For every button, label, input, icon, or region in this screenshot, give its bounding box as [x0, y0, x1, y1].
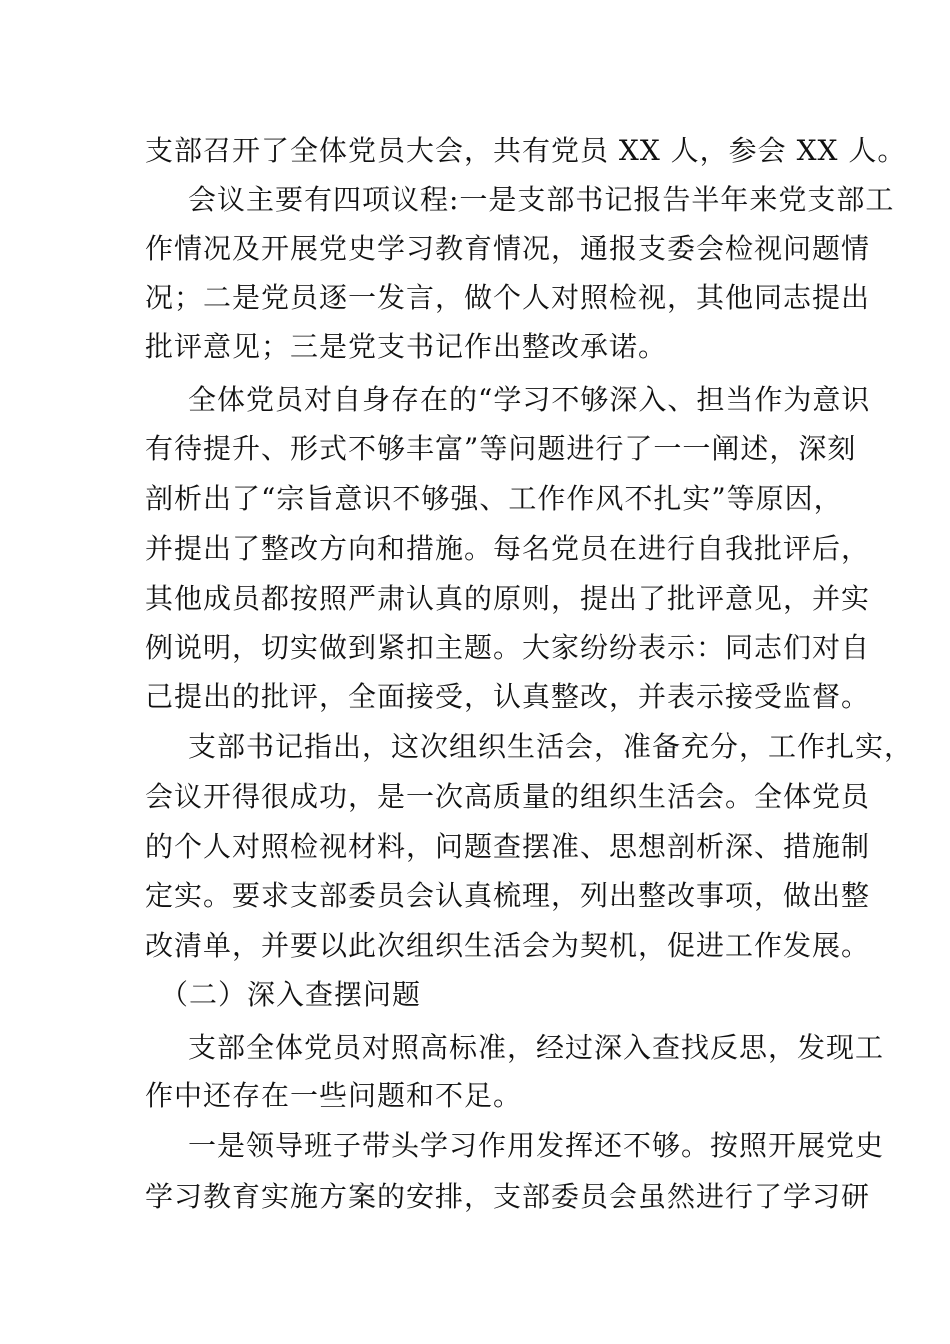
text-line: 例说明，切实做到紧扣主题。大家纷纷表示：同志们对自: [145, 631, 871, 664]
text-line: 有待提升、形式不够丰富”等问题进行了一一阐述，深刻: [145, 432, 857, 465]
text-line: 会议开得很成功，是一次高质量的组织生活会。全体党员: [145, 780, 871, 813]
text-line: 况；二是党员逐一发言，做个人对照检视，其他同志提出: [145, 281, 871, 314]
text-line: 其他成员都按照严肃认真的原则，提出了批评意见，并实: [145, 582, 871, 615]
text-line: 一是领导班子带头学习作用发挥还不够。按照开展党史: [188, 1129, 885, 1162]
text-line: 支部全体党员对照高标准，经过深入查找反思，发现工: [188, 1031, 885, 1064]
text-line: 并提出了整改方向和措施。每名党员在进行自我批评后，: [145, 532, 871, 565]
text-line: 支部召开了全体党员大会，共有党员 XX 人，参会 XX 人。: [145, 134, 907, 167]
text-line: 定实。要求支部委员会认真梳理，列出整改事项，做出整: [145, 879, 871, 912]
text-line: 改清单，并要以此次组织生活会为契机，促进工作发展。: [145, 929, 871, 962]
text-line: 会议主要有四项议程:一是支部书记报告半年来党支部工: [188, 183, 895, 216]
text-line: 己提出的批评，全面接受，认真整改，并表示接受监督。: [145, 680, 871, 713]
section-heading: （二）深入查摆问题: [160, 978, 422, 1011]
text-line: 支部书记指出，这次组织生活会，准备充分，工作扎实，: [188, 730, 914, 763]
text-line: 批评意见；三是党支书记作出整改承诺。: [145, 330, 668, 363]
text-line: 剖析出了“宗旨意识不够强、工作作风不扎实”等原因，: [145, 482, 843, 515]
text-line: 的个人对照检视材料，问题查摆准、思想剖析深、措施制: [145, 830, 871, 863]
text-line: 作中还存在一些问题和不足。: [145, 1079, 523, 1112]
text-line: 作情况及开展党史学习教育情况，通报支委会检视问题情: [145, 232, 871, 265]
text-line: 学习教育实施方案的安排，支部委员会虽然进行了学习研: [145, 1180, 871, 1213]
text-line: 全体党员对自身存在的“学习不够深入、担当作为意识: [188, 383, 871, 416]
